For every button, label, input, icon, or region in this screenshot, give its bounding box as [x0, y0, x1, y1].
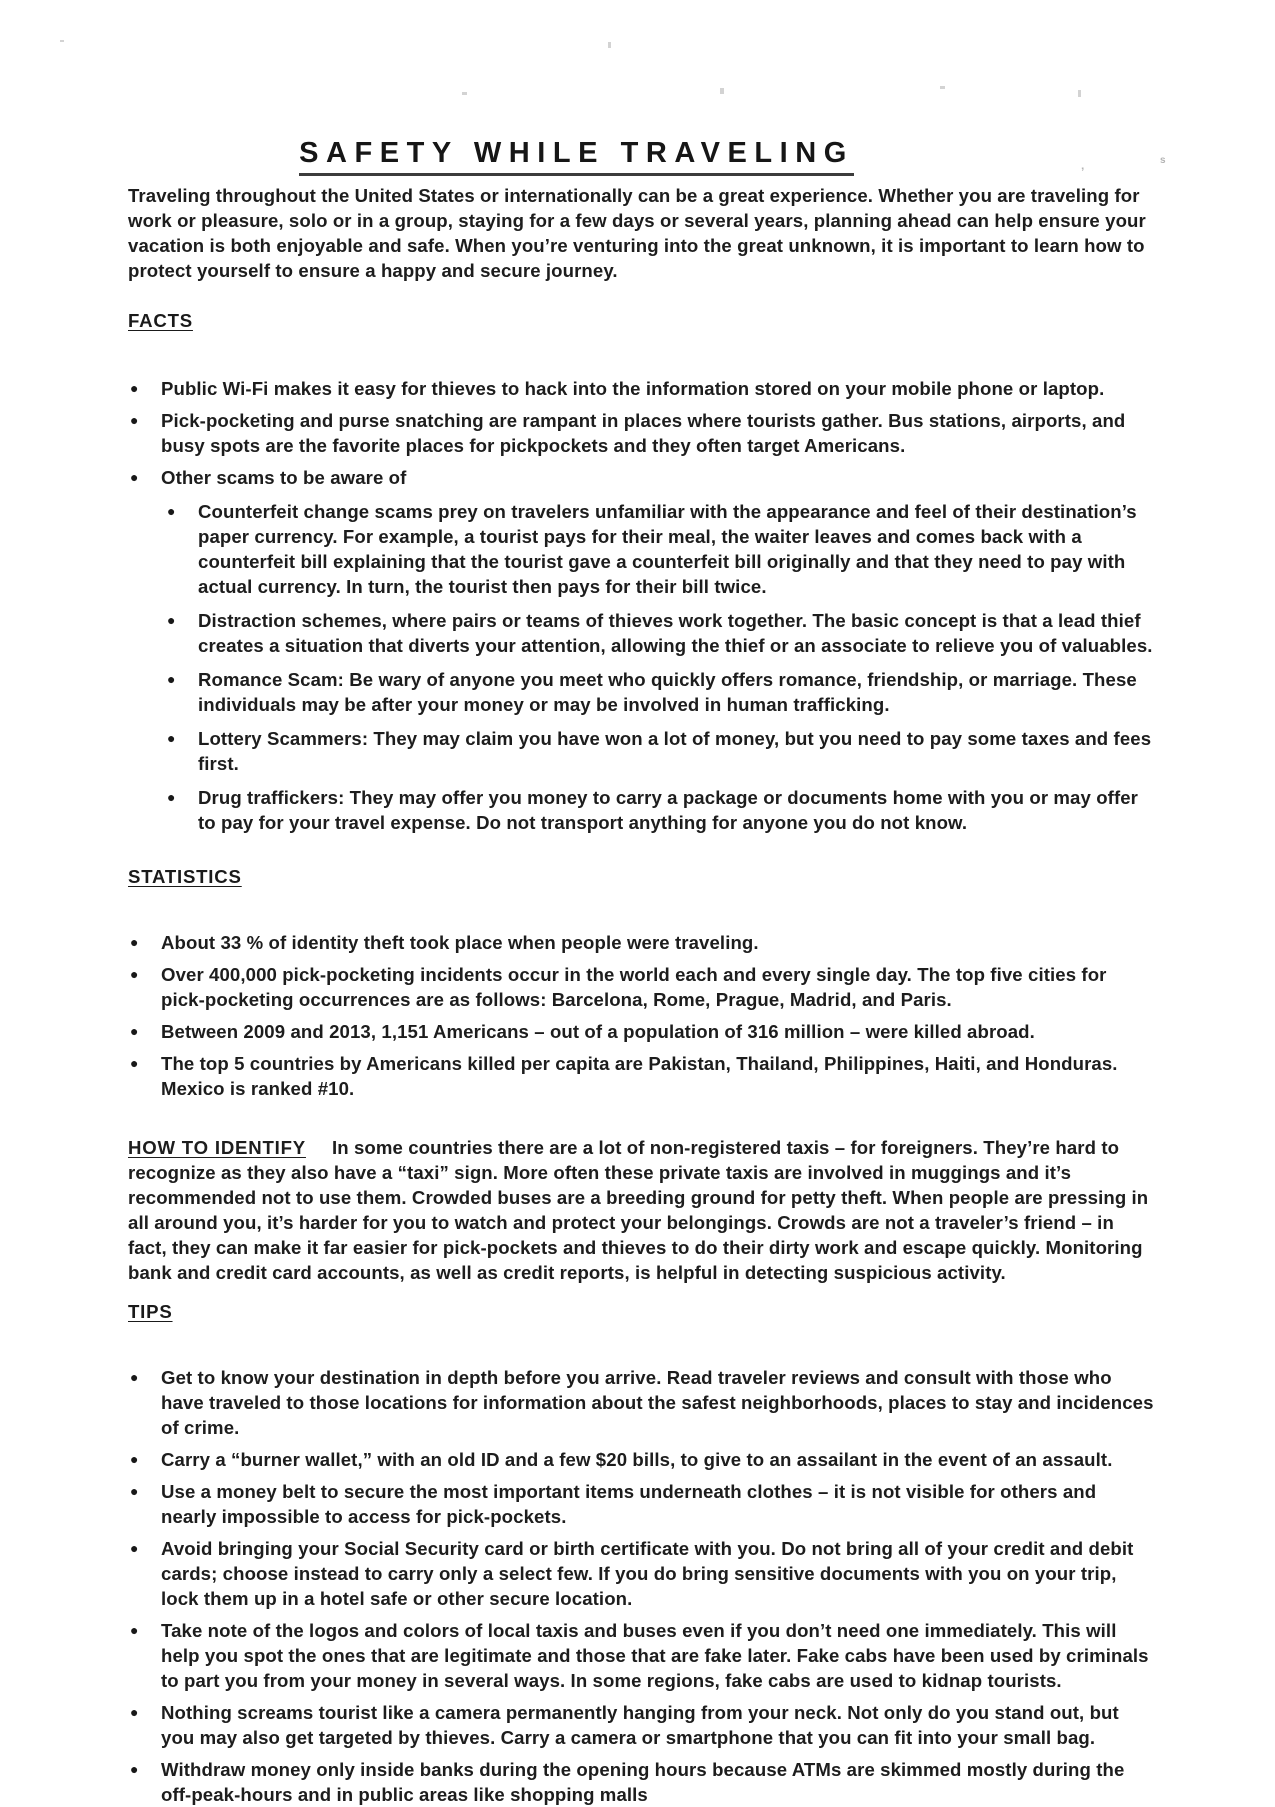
scam-text: Drug traffickers: They may offer you money to carry a package or documents home with you or may offer to pay for your travel expense. Do not transport anything for anyone you do not know. [198, 786, 1139, 833]
statistic-text: Between 2009 and 2013, 1,151 Americans – out of a population of 316 million – were killed abroad. [161, 1020, 1035, 1042]
bullet-icon: ● [130, 1450, 139, 1467]
tip-text: Withdraw money only inside banks during the opening hours because ATMs are skimmed mostly during the off-peak-hours and in public areas like shopping malls [161, 1758, 1125, 1805]
bullet-icon: ● [130, 468, 139, 485]
statistic-item [128, 1051, 1155, 1101]
tip-item [128, 1757, 1155, 1807]
statistic-text: About 33 % of identity theft took place when people were traveling. [161, 931, 759, 953]
statistics-list [128, 930, 1155, 1101]
scan-artifact: ’ [1081, 165, 1085, 179]
tip-item [128, 1536, 1155, 1611]
bullet-icon: ● [167, 788, 176, 805]
scam-item [165, 608, 1155, 658]
section-tips [128, 1301, 1155, 1807]
tip-text: Take note of the logos and colors of local taxis and buses even if you don’t need one immediately. This will help you spot the ones that are legitimate and those that are fake later. Fake cabs have been used by criminals to part you from your money in several ways. In some regions, fake cabs are used to kidnap tourists. [161, 1619, 1149, 1691]
tips-heading: TIPS [128, 1300, 173, 1322]
bullet-icon: ● [130, 1703, 139, 1720]
facts-list [128, 376, 1155, 835]
scan-artifact: s [1160, 155, 1166, 166]
tip-item [128, 1447, 1155, 1472]
tip-text: Carry a “burner wallet,” with an old ID and a few $20 bills, to give to an assailant in the event of an assault. [161, 1448, 1113, 1470]
bullet-icon: ● [130, 965, 139, 982]
intro-paragraph: Traveling throughout the United States or internationally can be a great experience. Whether you are traveling for work or pleasure, solo or in a group, staying for a few days or several years, planning ahead can help ensure your vacation is both enjoyable and safe. When you’re venturing into the great unknown, it is important to learn how to protect yourself to ensure a happy and secure journey. [128, 184, 1146, 281]
bullet-icon: ● [130, 1368, 139, 1385]
bullet-icon: ● [130, 1760, 139, 1777]
tip-text: Nothing screams tourist like a camera permanently hanging from your neck. Not only do you stand out, but you may also get targeted by thieves. Carry a camera or smartphone that you can fit into your small bag. [161, 1701, 1119, 1748]
bullet-icon: ● [130, 1621, 139, 1638]
bullet-icon: ● [130, 933, 139, 950]
bullet-icon: ● [130, 1482, 139, 1499]
bullet-icon: ● [167, 670, 176, 687]
bullet-icon: ● [130, 1022, 139, 1039]
statistic-item [128, 930, 1155, 955]
statistics-heading: STATISTICS [128, 865, 242, 887]
bullet-icon: ● [130, 1054, 139, 1071]
scam-text: Counterfeit change scams prey on travelers unfamiliar with the appearance and feel of their destination’s paper currency. For example, a tourist pays for their meal, the waiter leaves and comes back with a counterfeit bill explaining that the tourist gave a counterfeit bill originally and that they need to pay with actual currency. In turn, the tourist then pays for their bill twice. [198, 500, 1137, 597]
tip-item [128, 1479, 1155, 1529]
statistic-text: The top 5 countries by Americans killed per capita are Pakistan, Thailand, Philippines, Haiti, and Honduras. Mexico is ranked #10. [161, 1052, 1118, 1099]
fact-item [128, 465, 1155, 490]
fact-text: Public Wi-Fi makes it easy for thieves to hack into the information stored on your mobile phone or laptop. [161, 377, 1105, 399]
bullet-icon: ● [167, 502, 176, 519]
statistic-item [128, 962, 1155, 1012]
tips-list [128, 1365, 1155, 1807]
scam-item [165, 726, 1155, 776]
facts-heading: FACTS [128, 309, 193, 331]
scam-text: Distraction schemes, where pairs or teams of thieves work together. The basic concept is that a lead thief creates a situation that diverts your attention, allowing the thief or an associate to relieve you of valuables. [198, 609, 1153, 656]
tip-text: Get to know your destination in depth before you arrive. Read traveler reviews and consult with those who have traveled to those locations for information about the safest neighborhoods, places to stay and incidences of crime. [161, 1366, 1154, 1438]
tip-item [128, 1618, 1155, 1693]
fact-text: Pick-pocketing and purse snatching are rampant in places where tourists gather. Bus stations, airports, and busy spots are the favorite places for pickpockets and they often target Americans. [161, 409, 1126, 456]
scam-item [165, 667, 1155, 717]
fact-text: Other scams to be aware of [161, 466, 407, 488]
fact-item [128, 408, 1155, 458]
title-row [128, 138, 1025, 176]
bullet-icon: ● [167, 729, 176, 746]
scam-item [165, 499, 1155, 599]
bullet-icon: ● [130, 1539, 139, 1556]
how-to-identify-heading: HOW TO IDENTIFY [128, 1136, 306, 1158]
tip-item [128, 1365, 1155, 1440]
page-title: SAFETY WHILE TRAVELING [299, 138, 854, 176]
bullet-icon: ● [167, 611, 176, 628]
bullet-icon: ● [130, 411, 139, 428]
how-to-identify-paragraph [128, 1135, 1155, 1285]
tip-text: Avoid bringing your Social Security card or birth certificate with you. Do not bring all of your credit and debit cards; choose instead to carry only a select few. If you do bring sensitive documents with you on your trip, lock them up in a hotel safe or other secure location. [161, 1537, 1134, 1609]
section-facts [128, 310, 1155, 835]
scams-sublist [165, 499, 1155, 835]
scam-text: Romance Scam: Be wary of anyone you meet who quickly offers romance, friendship, or marriage. These individuals may be after your money or may be involved in human trafficking. [198, 668, 1137, 715]
statistic-item [128, 1019, 1155, 1044]
scam-item [165, 785, 1155, 835]
tip-text: Use a money belt to secure the most important items underneath clothes – it is not visible for others and nearly impossible to access for pick-pockets. [161, 1480, 1097, 1527]
tip-item [128, 1700, 1155, 1750]
bullet-icon: ● [130, 379, 139, 396]
statistic-text: Over 400,000 pick-pocketing incidents occur in the world each and every single day. The top five cities for pick-pocketing occurrences are as follows: Barcelona, Rome, Prague, Madrid, and Paris. [161, 963, 1107, 1010]
fact-item [128, 376, 1155, 401]
scam-text: Lottery Scammers: They may claim you have won a lot of money, but you need to pay some taxes and fees first. [198, 727, 1152, 774]
how-to-identify-body: In some countries there are a lot of non-registered taxis – for foreigners. They’re hard to recognize as they also have a “taxi” sign. More often these private taxis are involved in muggings and it’s recommended not to use them. Crowded buses are a breeding ground for petty theft. When people are pressing in all around you, it’s harder for you to watch and protect your belongings. Crowds are not a traveler’s friend – in fact, they can make it far easier for pick-pockets and thieves to do their dirty work and escape quickly. Monitoring bank and credit card accounts, as well as credit reports, is helpful in detecting suspicious activity. [128, 1136, 1149, 1283]
section-statistics [128, 866, 1155, 1101]
